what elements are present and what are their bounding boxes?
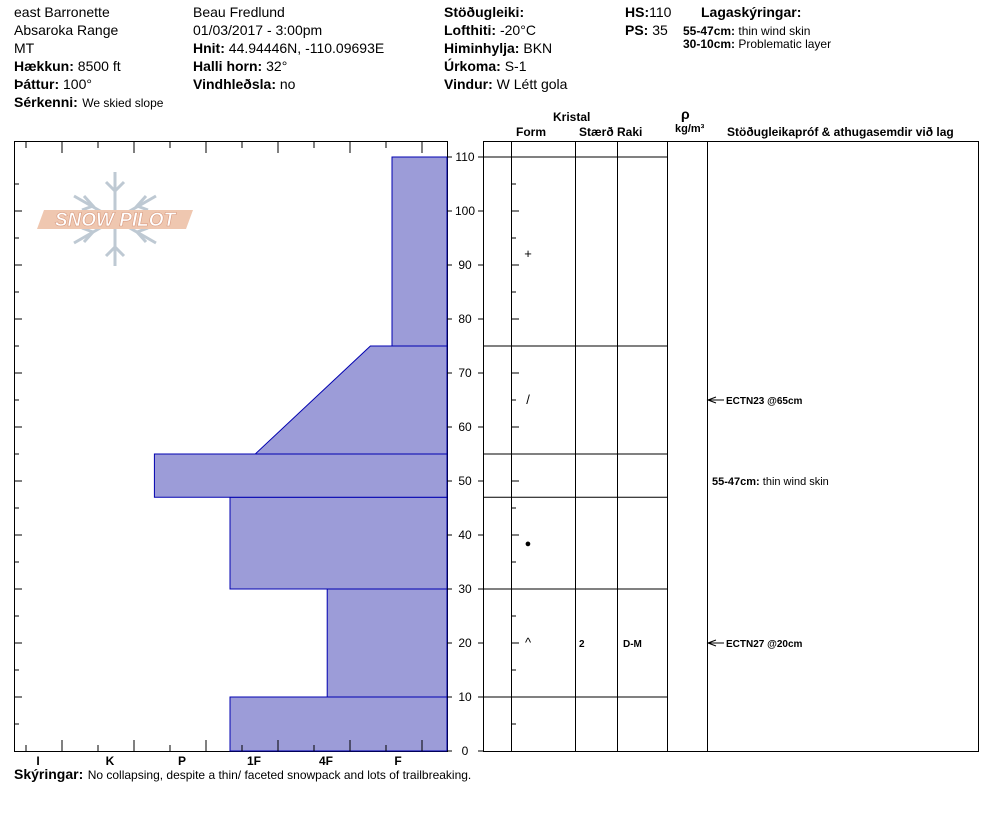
height-tick-label: 100 (454, 204, 476, 218)
aspect-label: Þáttur: (14, 76, 60, 92)
stability-test-label: ECTN27 @20cm (726, 639, 803, 650)
sky-label: Himinhylja: (444, 40, 520, 56)
aspect-value: 100° (63, 76, 92, 92)
ps-value: 35 (652, 22, 668, 38)
precip-value: S-1 (504, 58, 527, 74)
moisture-header: Raki (617, 125, 643, 139)
wind-value: W Létt gola (496, 76, 568, 92)
grain-size-value: 2 (579, 639, 585, 650)
hardness-tick-label: K (105, 754, 115, 768)
hardness-layer (255, 346, 447, 454)
observer: Beau Fredlund (193, 4, 285, 20)
moisture-value: D-M (623, 639, 642, 650)
layer-note-range: 30-10cm: (683, 37, 736, 51)
grain-form-symbol: ^ (524, 635, 532, 650)
hardness-layer (392, 157, 447, 346)
hardness-layer (230, 497, 447, 589)
layer-table-frame (484, 142, 979, 752)
hardness-tick-label: I (36, 754, 40, 768)
slope-label: Halli horn: (193, 58, 263, 74)
coords-label: Hnit: (193, 40, 225, 56)
grain-form-symbol: / (526, 392, 530, 407)
height-tick-label: 20 (458, 636, 472, 650)
coords-value: 44.94446N, -110.09693E (228, 40, 385, 56)
height-tick-label: 70 (458, 366, 472, 380)
height-tick-label: 110 (455, 150, 475, 164)
elevation-value: 8500 ft (77, 58, 121, 74)
hardness-layer (230, 697, 447, 751)
stability-test-label: ECTN23 @65cm (726, 396, 803, 407)
layer-notes-title: Lagaskýringar: (701, 4, 802, 20)
hardness-tick-label: 1F (246, 754, 262, 768)
wind-loading-label: Vindhleðsla: (193, 76, 276, 92)
range: Absaroka Range (14, 22, 119, 38)
ps-label: PS: (625, 22, 649, 38)
air-temp-label: Lofthiti: (444, 22, 497, 38)
layer-comment-text: thin wind skin (762, 476, 829, 488)
elevation-label: Hækkun: (14, 58, 74, 74)
hs-label: HS: (625, 4, 650, 20)
height-tick-label: 90 (458, 258, 472, 272)
hardness-layer (327, 589, 447, 697)
layer-note-text: thin wind skin (738, 24, 811, 38)
grain-form-symbol: ● (524, 538, 532, 551)
layer-comment-range: 55-47cm: (712, 476, 763, 488)
grain-form-symbol: + (524, 246, 532, 262)
logo-text: SNOW PILOT (54, 210, 176, 231)
layer-note-range: 55-47cm: (683, 24, 736, 38)
height-tick-label: 10 (458, 690, 472, 704)
footer-text: No collapsing, despite a thin/ faceted snowpack and lots of trailbreaking. (87, 768, 472, 782)
height-tick-label: 0 (461, 744, 469, 758)
air-temp-value: -20°C (499, 22, 536, 38)
precip-label: Úrkoma: (444, 58, 501, 74)
kristal-header: Kristal (553, 110, 591, 124)
state: MT (14, 40, 35, 56)
layer-comment (712, 476, 829, 488)
footer-notes (14, 767, 471, 783)
features-label: Sérkenni: (14, 94, 78, 110)
height-tick-label: 80 (458, 312, 472, 326)
hardness-tick-label: F (394, 754, 402, 768)
hardness-tick-label: P (177, 754, 187, 768)
form-header: Form (516, 125, 546, 139)
height-tick-label: 60 (458, 420, 472, 434)
rho-header: ρ (681, 106, 690, 122)
layer-note-text: Problematic layer (738, 37, 832, 51)
tests-header: Stöðugleikapróf & athugasemdir við lag (727, 125, 954, 139)
height-tick-label: 50 (458, 474, 472, 488)
stability-label: Stöðugleiki: (444, 4, 525, 20)
slope-value: 32° (266, 58, 288, 74)
features-value: We skied slope (82, 96, 164, 110)
wind-label: Vindur: (444, 76, 493, 92)
hs-value: 110 (649, 4, 672, 20)
datetime: 01/03/2017 - 3:00pm (193, 22, 323, 38)
footer-label: Skýringar: (14, 766, 84, 782)
hardness-tick-label: 4F (318, 754, 334, 768)
height-tick-label: 30 (458, 582, 472, 596)
height-tick-label: 40 (458, 528, 472, 542)
density-unit-header: kg/m³ (675, 123, 705, 135)
snowpilot-logo (37, 172, 193, 266)
wind-loading-value: no (279, 76, 296, 92)
sky-value: BKN (523, 40, 553, 56)
hardness-layer (154, 454, 447, 497)
size-header: Stærð (579, 125, 614, 139)
location: east Barronette (14, 4, 110, 20)
